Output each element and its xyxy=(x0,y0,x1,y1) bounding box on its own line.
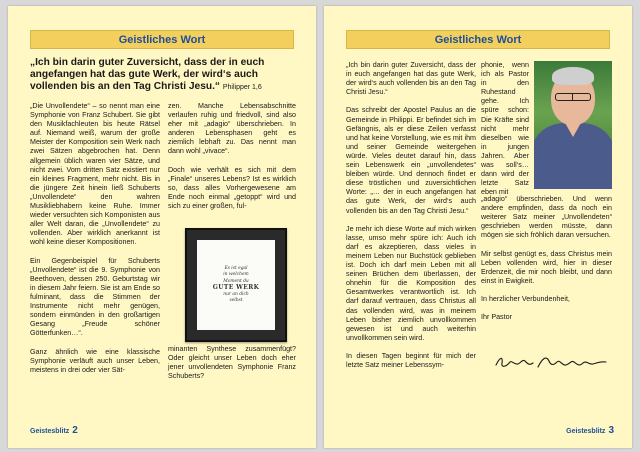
paragraph: Ein Gegenbeispiel für Schuberts „Unvollendete“ ist die 9. Symphonie von Beethoven, dessen 250. Geburtstag wir in diesem Jahr feiern. Sie ist am Ende so fulminant, dass die Stimmen der Instrumente nicht mehr genügen, sondern einmünden in den großartigen Gesang „Freude schöner Götterfunken…“. xyxy=(30,256,160,338)
text-column-1 xyxy=(30,102,160,384)
paragraph: Mir selbst genügt es, dass Christus mein Leben vollenden wird, hier in dieser Erdenzeit, die mir noch bleibt, und dann einst in Ewigkeit. xyxy=(481,249,612,285)
artwork-mat xyxy=(197,240,275,330)
framed-artwork xyxy=(185,228,287,342)
paragraph: minanten Synthese zusammenfügt? Oder gleicht unser Leben doch eher jener unvollendeten Symphonie Franz Schuberts? xyxy=(168,345,296,381)
quote-reference: Philipper 1,6 xyxy=(222,84,262,92)
paragraph: „Ich bin darin guter Zuversicht, dass der in euch angefangen hat das gute Werk, der wird‘s auch vollenden bis an den Tag Christi Jesu.“ xyxy=(346,61,476,97)
paragraph: Ihr Pastor xyxy=(481,313,512,322)
photo-hair xyxy=(552,67,594,85)
handwritten-signature xyxy=(494,353,612,371)
paragraph: In herzlicher Verbundenheit, xyxy=(481,295,570,304)
paragraph: phonie, wenn ich als Pastor in den Ruhestand gehe. Ich spüre schon: Die Kräfte sind nicht mehr dieselben wie in jungen Jahren. Aber was soll‘s… dann wird der letzte Satz eben mit xyxy=(481,61,529,197)
section-header-title: Geistliches Wort xyxy=(434,33,522,46)
artwork-line: in welchem xyxy=(223,272,249,277)
right-page xyxy=(324,6,632,448)
text-column-2 xyxy=(168,102,296,220)
paragraph: „Die Unvollendete“ – so nennt man eine Symphonie von Franz Schubert. Sie gibt den Musikfachleuten bis heute Rätsel auf. Niemand weiß, warum der große Meister der Komposition sein Werk nach zwei Sätzen abgebrochen hat. Denn allgemein üblich waren vier Sätze, und nicht zwei. Vom dritten Satz existiert nur ein kleines Fragment, mehr nicht. Bis in die jüngere Zeit hinein ließ Schuberts „Unvollendete“ den wahren Musikliebhabern keine Ruhe. Immer wieder versuchten sich Komponisten aus aller Welt daran, die „Unvollendete“ zu vollenden. Aber wirklich anerkannt ist wohl keine dieser Kompositionen. xyxy=(30,102,160,247)
paragraph: In diesen Tagen beginnt für mich der letzte Satz meiner Lebenssym- xyxy=(346,352,476,370)
left-page xyxy=(8,6,316,448)
pastor-portrait-photo xyxy=(534,61,612,189)
paragraph: Das schreibt der Apostel Paulus an die Gemeinde in Philippi. Er befindet sich im Gefängnis, als er diese Zeilen verfasst und hat keine Vorstellung, wie es mit ihm und seiner Gemeinde weitergehen würde. Vieles deutet darauf hin, dass sein Lebenswerk ein „unvollendetes“ bleiben würde. Und dennoch findet er diese tröstlichen und zuversichtlichen Worte: „… der in euch angefangen hat das gute Werk, der wird‘s auch vollenden bis an den Tag Christi Jesu.“ xyxy=(346,106,476,215)
artwork-line: Moment du xyxy=(223,278,249,284)
text-column-2-continued xyxy=(168,345,296,390)
footer-label: Geistesblitz xyxy=(566,428,606,435)
artwork-lettering xyxy=(211,254,261,316)
artwork-line: GUTE WERK xyxy=(212,284,260,291)
footer-label: Geistesblitz xyxy=(30,428,70,435)
text-column-2-continued xyxy=(481,195,612,331)
paragraph: zen. Manche Lebensabschnitte verlaufen ruhig und friedvoll, sind also eher mit „adagio“ überschrieben. In anderen Lebensphasen geht es ziemlich lebhaft zu. Das nennt man dann wohl „vivace“. xyxy=(168,102,296,156)
photo-glasses xyxy=(555,93,591,101)
paragraph: „adagio“ überschrieben. Und wenn andere empfinden, dass da noch ein weiterer Satz meiner „Unvollendeten“ geschrieben werden müsste, dann mögen sie sich fröhlich daran versuchen. xyxy=(481,195,612,240)
paragraph: Je mehr ich diese Worte auf mich wirken lasse, umso mehr spüre ich: Auch ich darf es akzeptieren, dass vieles in meinem Leben nur Buchstück geblieben ist. Doch ich darf mein Leben mit all seinen Brüchen dem überlassen, der ohnehin für die Komposition des Gesamtwerkes verantwortlich ist. Ich darf darauf vertrauen, dass Christus all das vollenden wird, was in meinem Leben bisher ziemlich unvollkommen gewesen ist und auch weiterhin unvollkommen sein wird. xyxy=(346,224,476,342)
artwork-line: selbst xyxy=(229,298,243,303)
section-header-title: Geistliches Wort xyxy=(118,33,206,46)
page-number: 3 xyxy=(608,425,614,436)
section-header xyxy=(346,30,610,49)
text-column-1 xyxy=(346,61,476,379)
paragraph: Doch wie verhält es sich mit dem „Finale“ unseres Lebens? Ist es wirklich so, dass alles Vorhergewesene am Ende noch einmal „getoppt“ wird und sich zu einer großen, ful- xyxy=(168,165,296,211)
text-column-2 xyxy=(481,61,529,207)
artwork-line: Es ist egal xyxy=(224,265,248,271)
page-number: 2 xyxy=(72,425,78,436)
page-footer xyxy=(566,420,614,438)
paragraph: Ganz ähnlich wie eine klassische Symphonie verläuft auch unser Leben, meistens in drei oder vier Sät- xyxy=(30,347,160,374)
artwork-line: nur an dich xyxy=(223,291,249,297)
quote-text: „Ich bin darin guter Zuversicht, dass der in euch angefangen hat das gute Werk, der wird‘s auch vollenden bis an den Tag Christi Jesu.“ xyxy=(30,57,265,93)
section-header xyxy=(30,30,294,49)
page-footer xyxy=(30,420,78,438)
bible-quote xyxy=(30,57,294,95)
